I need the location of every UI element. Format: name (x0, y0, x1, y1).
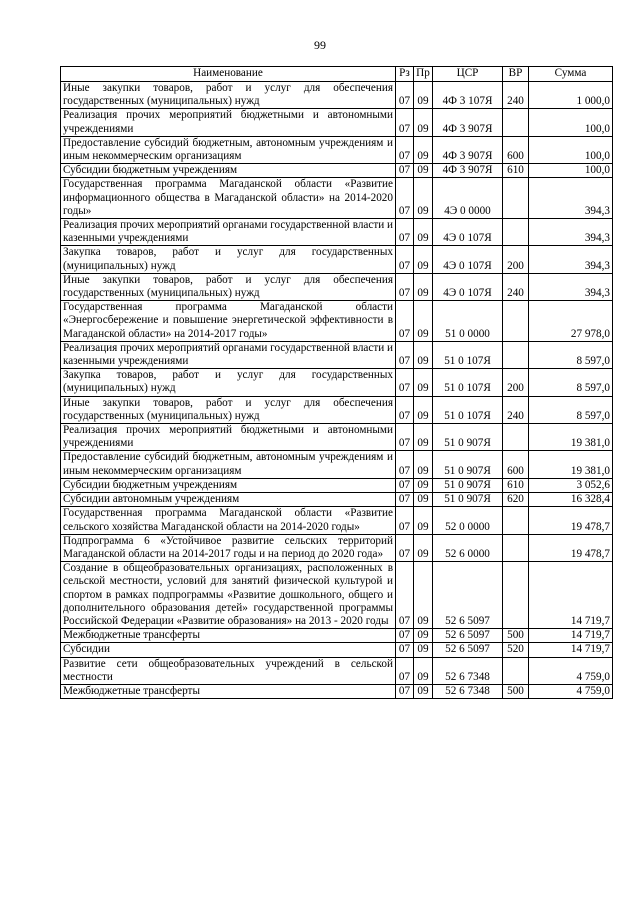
row-sum: 8 597,0 (529, 396, 613, 423)
row-csr: 4Ф 3 907Я (433, 164, 503, 178)
table-row (61, 478, 613, 492)
row-csr: 52 6 5097 (433, 643, 503, 657)
row-sum: 19 478,7 (529, 507, 613, 534)
row-sum: 14 719,7 (529, 562, 613, 629)
row-sum: 19 381,0 (529, 451, 613, 478)
row-rz: 07 (396, 684, 414, 698)
table-row (61, 396, 613, 423)
row-vr: 200 (503, 369, 529, 396)
row-csr: 4Э 0 107Я (433, 273, 503, 300)
row-csr: 51 0 0000 (433, 301, 503, 342)
row-pr: 09 (414, 136, 433, 163)
row-pr: 09 (414, 341, 433, 368)
row-csr: 4Э 0 107Я (433, 219, 503, 246)
row-name: Закупка товаров, работ и услуг для государственных (муниципальных) нужд (61, 369, 396, 396)
row-sum: 4 759,0 (529, 684, 613, 698)
row-csr: 52 0 0000 (433, 507, 503, 534)
row-sum: 14 719,7 (529, 629, 613, 643)
row-pr: 09 (414, 562, 433, 629)
row-sum: 8 597,0 (529, 369, 613, 396)
row-rz: 07 (396, 273, 414, 300)
row-rz: 07 (396, 643, 414, 657)
row-csr: 4Ф 3 907Я (433, 136, 503, 163)
row-rz: 07 (396, 136, 414, 163)
row-rz: 07 (396, 369, 414, 396)
table-row (61, 109, 613, 136)
row-vr (503, 301, 529, 342)
row-rz: 07 (396, 246, 414, 273)
row-pr: 09 (414, 643, 433, 657)
header-pr: Пр (414, 67, 433, 82)
row-csr: 51 0 107Я (433, 369, 503, 396)
table-row (61, 164, 613, 178)
row-pr: 09 (414, 629, 433, 643)
row-name: Предоставление субсидий бюджетным, автономным учреждениям и иным некоммерческим организациям (61, 451, 396, 478)
row-name: Развитие сети общеобразовательных учреждений в сельской местности (61, 657, 396, 684)
row-name: Реализация прочих мероприятий органами государственной власти и казенными учреждениями (61, 219, 396, 246)
row-name: Межбюджетные трансферты (61, 684, 396, 698)
budget-table (60, 66, 613, 699)
row-vr: 620 (503, 493, 529, 507)
header-sum: Сумма (529, 67, 613, 82)
row-sum: 19 478,7 (529, 534, 613, 561)
table-row (61, 424, 613, 451)
row-csr: 52 6 7348 (433, 684, 503, 698)
table-header-row (61, 67, 613, 82)
row-vr (503, 178, 529, 219)
row-vr (503, 562, 529, 629)
row-pr: 09 (414, 178, 433, 219)
row-csr: 51 0 907Я (433, 424, 503, 451)
table-row (61, 219, 613, 246)
row-csr: 51 0 907Я (433, 478, 503, 492)
table-row (61, 562, 613, 629)
row-name: Реализация прочих мероприятий бюджетными и автономными учреждениями (61, 424, 396, 451)
row-sum: 3 052,6 (529, 478, 613, 492)
row-csr: 52 6 5097 (433, 562, 503, 629)
row-rz: 07 (396, 301, 414, 342)
header-csr: ЦСР (433, 67, 503, 82)
row-pr: 09 (414, 369, 433, 396)
row-name: Подпрограмма 6 «Устойчивое развитие сельских территорий Магаданской области на 2014-2017 годы и на период до 2020 года» (61, 534, 396, 561)
row-sum: 1 000,0 (529, 82, 613, 109)
row-rz: 07 (396, 629, 414, 643)
row-csr: 4Ф 3 107Я (433, 82, 503, 109)
header-vr: ВР (503, 67, 529, 82)
table-row (61, 136, 613, 163)
row-vr: 500 (503, 684, 529, 698)
table-row (61, 451, 613, 478)
row-pr: 09 (414, 82, 433, 109)
row-rz: 07 (396, 507, 414, 534)
row-name: Предоставление субсидий бюджетным, автономным учреждениям и иным некоммерческим организациям (61, 136, 396, 163)
row-sum: 14 719,7 (529, 643, 613, 657)
row-vr (503, 219, 529, 246)
table-row (61, 301, 613, 342)
row-sum: 8 597,0 (529, 341, 613, 368)
row-vr (503, 657, 529, 684)
row-pr: 09 (414, 534, 433, 561)
table-row (61, 629, 613, 643)
row-sum: 394,3 (529, 219, 613, 246)
row-sum: 394,3 (529, 178, 613, 219)
row-pr: 09 (414, 246, 433, 273)
row-pr: 09 (414, 657, 433, 684)
row-rz: 07 (396, 164, 414, 178)
row-name: Субсидии бюджетным учреждениям (61, 164, 396, 178)
row-rz: 07 (396, 657, 414, 684)
row-vr: 610 (503, 478, 529, 492)
row-vr: 600 (503, 451, 529, 478)
row-csr: 51 0 107Я (433, 341, 503, 368)
row-vr: 520 (503, 643, 529, 657)
row-name: Субсидии (61, 643, 396, 657)
row-name: Иные закупки товаров, работ и услуг для обеспечения государственных (муниципальных) нужд (61, 82, 396, 109)
row-rz: 07 (396, 396, 414, 423)
row-sum: 100,0 (529, 136, 613, 163)
row-csr: 52 6 5097 (433, 629, 503, 643)
row-name: Реализация прочих мероприятий бюджетными и автономными учреждениями (61, 109, 396, 136)
row-csr: 52 6 0000 (433, 534, 503, 561)
row-name: Создание в общеобразовательных организациях, расположенных в сельской местности, условий для занятий физической культурой и спортом в рамках подпрограммы «Развитие дошкольного, общего и дополнительного образования детей» государственной программы Российской Федерации «Развитие образования» на 2013 - 2020 годы (61, 562, 396, 629)
row-csr: 52 6 7348 (433, 657, 503, 684)
row-name: Межбюджетные трансферты (61, 629, 396, 643)
row-vr (503, 534, 529, 561)
row-rz: 07 (396, 493, 414, 507)
row-name: Иные закупки товаров, работ и услуг для обеспечения государственных (муниципальных) нужд (61, 396, 396, 423)
row-vr (503, 424, 529, 451)
row-pr: 09 (414, 507, 433, 534)
row-pr: 09 (414, 301, 433, 342)
row-sum: 100,0 (529, 164, 613, 178)
row-csr: 51 0 107Я (433, 396, 503, 423)
row-rz: 07 (396, 451, 414, 478)
row-rz: 07 (396, 82, 414, 109)
table-row (61, 657, 613, 684)
row-name: Субсидии автономным учреждениям (61, 493, 396, 507)
row-pr: 09 (414, 219, 433, 246)
header-rz: Рз (396, 67, 414, 82)
row-vr: 240 (503, 82, 529, 109)
row-name: Реализация прочих мероприятий органами государственной власти и казенными учреждениями (61, 341, 396, 368)
row-pr: 09 (414, 164, 433, 178)
row-vr: 200 (503, 246, 529, 273)
row-sum: 4 759,0 (529, 657, 613, 684)
row-name: Субсидии бюджетным учреждениям (61, 478, 396, 492)
table-row (61, 178, 613, 219)
row-csr: 4Ф 3 907Я (433, 109, 503, 136)
table-row (61, 684, 613, 698)
row-sum: 394,3 (529, 246, 613, 273)
table-row (61, 246, 613, 273)
page-number: 99 (314, 38, 326, 52)
row-vr (503, 507, 529, 534)
row-pr: 09 (414, 478, 433, 492)
row-rz: 07 (396, 109, 414, 136)
row-pr: 09 (414, 493, 433, 507)
table-row (61, 273, 613, 300)
row-csr: 4Э 0 0000 (433, 178, 503, 219)
table-row (61, 341, 613, 368)
row-sum: 394,3 (529, 273, 613, 300)
table-row (61, 534, 613, 561)
row-pr: 09 (414, 424, 433, 451)
row-name: Закупка товаров, работ и услуг для государственных (муниципальных) нужд (61, 246, 396, 273)
row-name: Государственная программа Магаданской области «Энергосбережение и повышение энергетической эффективности в Магаданской области» на 2014-2017 годы» (61, 301, 396, 342)
row-vr: 600 (503, 136, 529, 163)
row-rz: 07 (396, 178, 414, 219)
row-sum: 27 978,0 (529, 301, 613, 342)
row-pr: 09 (414, 109, 433, 136)
row-name: Государственная программа Магаданской области «Развитие информационного общества в Магаданской области» на 2014-2020 годы» (61, 178, 396, 219)
row-vr: 240 (503, 396, 529, 423)
row-vr: 500 (503, 629, 529, 643)
row-rz: 07 (396, 478, 414, 492)
row-csr: 4Э 0 107Я (433, 246, 503, 273)
row-pr: 09 (414, 684, 433, 698)
row-rz: 07 (396, 341, 414, 368)
table-row (61, 493, 613, 507)
row-csr: 51 0 907Я (433, 451, 503, 478)
row-rz: 07 (396, 424, 414, 451)
row-vr (503, 109, 529, 136)
row-pr: 09 (414, 273, 433, 300)
row-pr: 09 (414, 451, 433, 478)
row-sum: 19 381,0 (529, 424, 613, 451)
row-sum: 16 328,4 (529, 493, 613, 507)
table-row (61, 82, 613, 109)
row-sum: 100,0 (529, 109, 613, 136)
row-csr: 51 0 907Я (433, 493, 503, 507)
row-vr: 610 (503, 164, 529, 178)
row-rz: 07 (396, 562, 414, 629)
table-row (61, 507, 613, 534)
header-name: Наименование (61, 67, 396, 82)
row-name: Государственная программа Магаданской области «Развитие сельского хозяйства Магаданской области на 2014-2020 годы» (61, 507, 396, 534)
row-vr: 240 (503, 273, 529, 300)
table-row (61, 369, 613, 396)
row-pr: 09 (414, 396, 433, 423)
row-vr (503, 341, 529, 368)
row-rz: 07 (396, 219, 414, 246)
table-row (61, 643, 613, 657)
row-name: Иные закупки товаров, работ и услуг для обеспечения государственных (муниципальных) нужд (61, 273, 396, 300)
row-rz: 07 (396, 534, 414, 561)
